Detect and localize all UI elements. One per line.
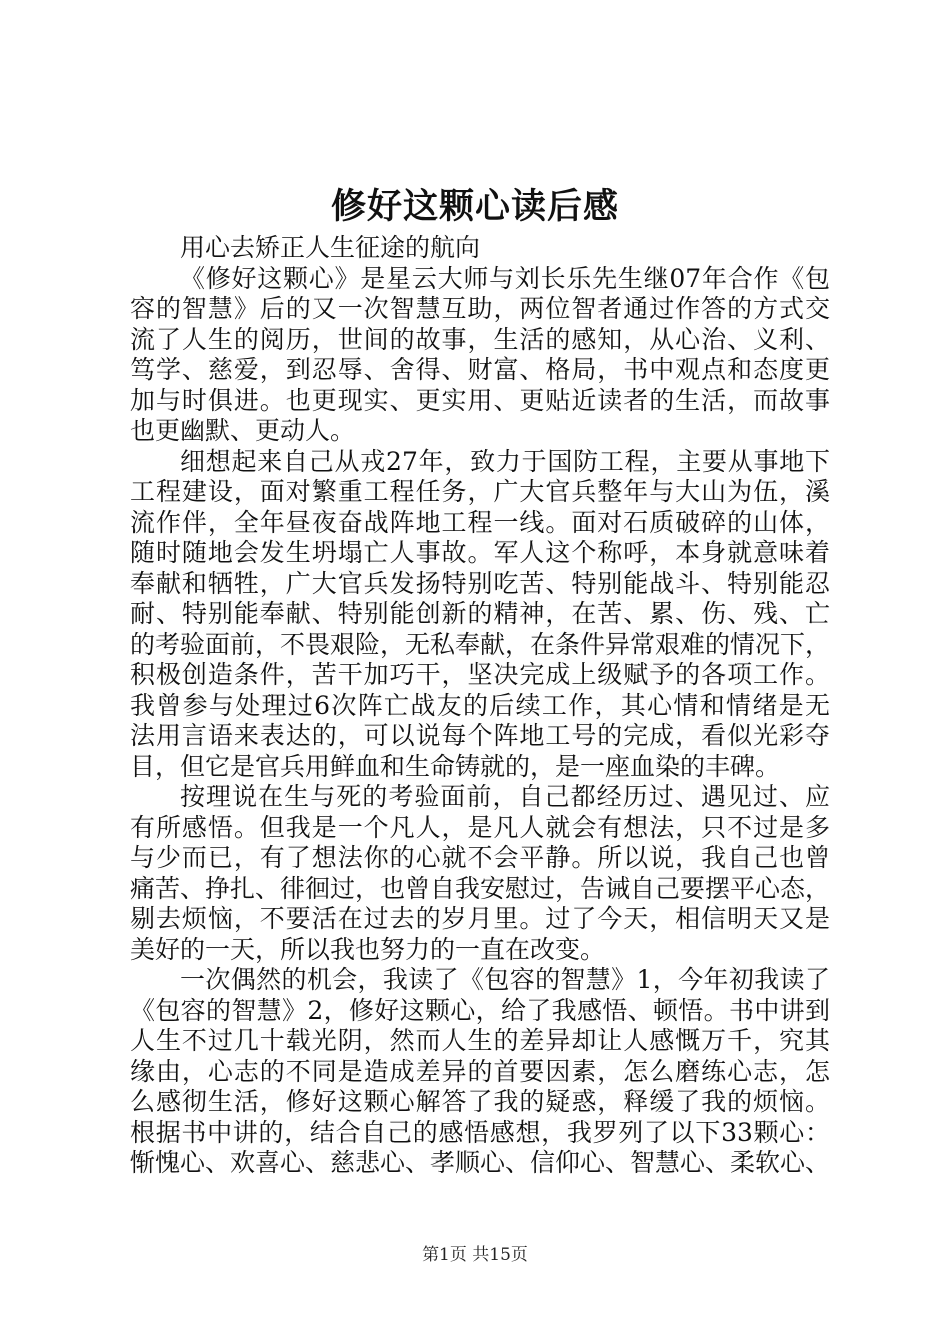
text-line: 积极创造条件，苦干加巧干，坚决完成上级赋予的各项工作。: [130, 660, 830, 689]
text-line: 笃学、慈爱，到忍辱、舍得、财富、格局，书中观点和态度更: [130, 355, 830, 384]
text-line: 我曾参与处理过6次阵亡战友的后续工作，其心情和情绪是无: [130, 690, 830, 720]
text-line: 《修好这颗心》是星云大师与刘长乐先生继07年合作《包: [180, 263, 830, 293]
text-line: 惭愧心、欢喜心、慈悲心、孝顺心、信仰心、智慧心、柔软心、: [130, 1148, 831, 1177]
text-line: 用心去矫正人生征途的航向: [180, 233, 481, 262]
text-line: 么感彻生活，修好这颗心解答了我的疑惑，释缓了我的烦恼。: [130, 1087, 830, 1116]
text-line: 加与时俱进。也更现实、更实用、更贴近读者的生活，而故事: [130, 385, 830, 415]
text-line: 美好的一天，所以我也努力的一直在改变。: [130, 934, 606, 964]
text-line: 细想起来自己从戎27年，致力于国防工程，主要从事地下: [180, 446, 830, 476]
document-title: 修好这颗心读后感: [330, 186, 619, 227]
text-line: 目，但它是官兵用鲜血和生命铸就的，是一座血染的丰碑。: [130, 751, 781, 781]
text-line: 有所感悟。但我是一个凡人，是凡人就会有想法，只不过是多: [130, 812, 830, 842]
text-line: 流作伴，全年昼夜奋战阵地工程一线。面对石质破碎的山体，: [130, 507, 830, 537]
text-line: 痛苦、挣扎、徘徊过，也曾自我安慰过，告诫自己要摆平心态，: [130, 873, 831, 903]
text-line: 《包容的智慧》2，修好这颗心，给了我感悟、顿悟。书中讲到: [130, 995, 830, 1025]
text-line: 耐、特别能奉献、特别能创新的精神，在苦、累、伤、残、亡: [130, 599, 830, 628]
text-line: 缘由，心志的不同是造成差异的首要因素，怎么磨练心志，怎: [130, 1056, 830, 1086]
text-line: 也更幽默、更动人。: [130, 416, 356, 445]
text-line: 按理说在生与死的考验面前，自己都经历过、遇见过、应: [180, 782, 830, 811]
text-line: 一次偶然的机会，我读了《包容的智慧》1，今年初我读了: [180, 965, 830, 994]
text-line: 的考验面前，不畏艰险，无私奉献，在条件异常艰难的情况下，: [130, 629, 831, 659]
text-line: 随时随地会发生坍塌亡人事故。军人这个称呼，本身就意味着: [130, 538, 830, 567]
document-body: [130, 233, 830, 1179]
text-line: 根据书中讲的，结合自己的感悟感想，我罗列了以下33颗心：: [130, 1117, 830, 1147]
page-footer: 第1页 共15页: [422, 1245, 528, 1265]
text-line: 奉献和牺牲，广大官兵发扬特别吃苦、特别能战斗、特别能忍: [130, 568, 830, 598]
text-line: 剔去烦恼，不要活在过去的岁月里。过了今天，相信明天又是: [130, 904, 830, 933]
text-line: 容的智慧》后的又一次智慧互助，两位智者通过作答的方式交: [130, 294, 830, 323]
text-line: 流了人生的阅历，世间的故事，生活的感知，从心治、义利、: [130, 324, 830, 354]
text-line: 法用言语来表达的，可以说每个阵地工号的完成，看似光彩夺: [130, 721, 830, 750]
text-line: 人生不过几十载光阴，然而人生的差异却让人感慨万千，究其: [130, 1026, 830, 1055]
text-line: 工程建设，面对繁重工程任务，广大官兵整年与大山为伍，溪: [130, 477, 830, 506]
text-line: 与少而已，有了想法你的心就不会平静。所以说，我自己也曾: [130, 843, 830, 872]
